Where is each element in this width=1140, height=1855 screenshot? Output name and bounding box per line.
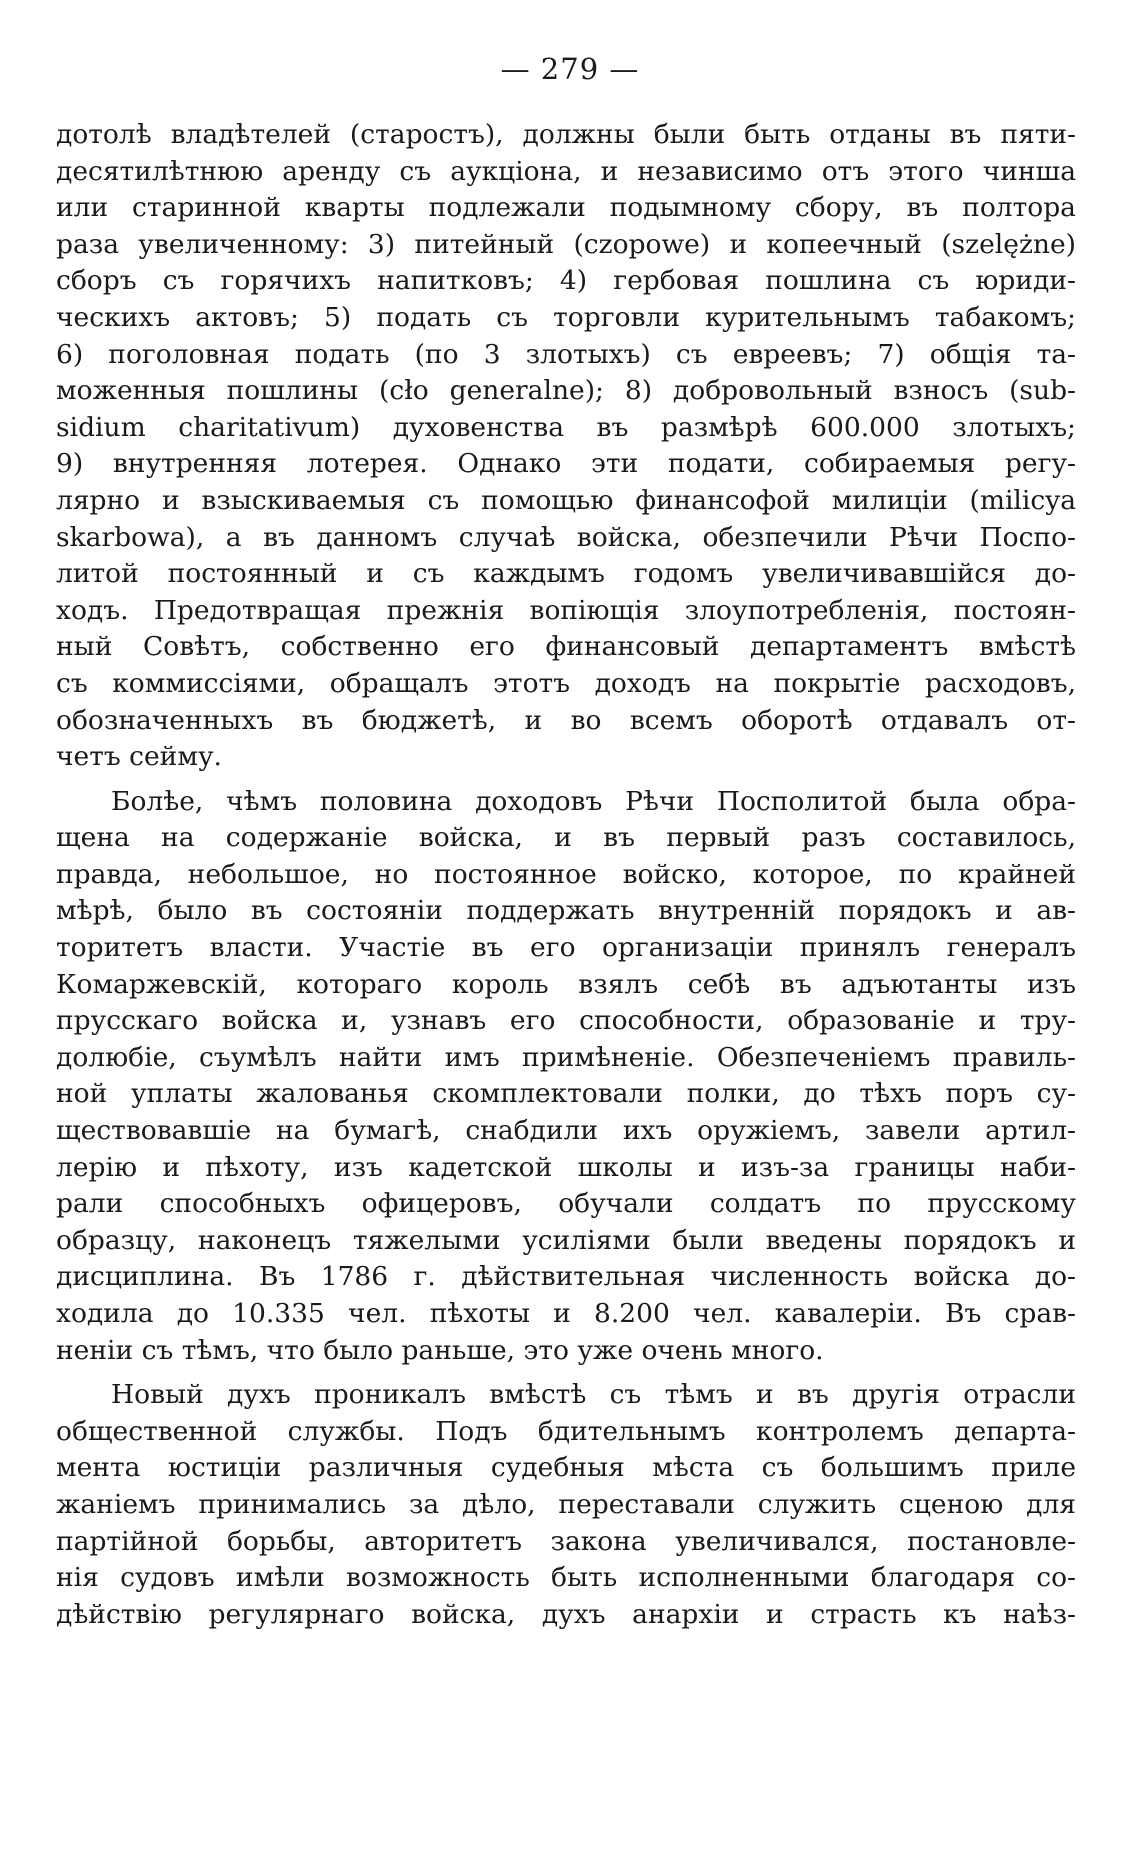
- text-line: четъ сейму.: [56, 741, 222, 773]
- text-line: дисциплина. Въ 1786 г. дѣйствительная численность войска до-: [56, 1261, 1076, 1293]
- text-line: Комаржевскій, котораго король взялъ себѣ въ адъютанты изъ: [56, 968, 1076, 1000]
- text-line: ществовавшіе на бумагѣ, снабдили ихъ оружіемъ, завели артил-: [56, 1115, 1076, 1147]
- text-line: ный Совѣтъ, собственно его финансовый департаментъ вмѣстѣ: [56, 631, 1076, 663]
- text-line: Болѣе, чѣмъ половина доходовъ Рѣчи Посполитой была обра-: [111, 785, 1076, 817]
- paragraph-gap: [56, 1369, 1076, 1377]
- text-line: дѣйствію регулярнаго войска, духъ анархіи и страсть къ наѣз-: [56, 1598, 1076, 1630]
- text-line: литой постоянный и съ каждымъ годомъ увеличивавшійся до-: [56, 558, 1076, 590]
- text-line: ходила до 10.335 чел. пѣхоты и 8.200 чел. кавалеріи. Въ срав-: [56, 1298, 1076, 1329]
- text-line: 6) поголовная подать (по 3 злотыхъ) съ евреевъ; 7) общія та-: [56, 338, 1076, 370]
- body-text: [56, 117, 1076, 1633]
- text-line: десятилѣтнюю аренду съ аукціона, и независимо отъ этого чинша: [56, 155, 1076, 187]
- text-line: общественной службы. Подъ бдительнымъ контролемъ департа-: [56, 1415, 1076, 1447]
- page-number: — 279 —: [500, 52, 640, 86]
- text-line: жаніемъ принимались за дѣло, переставали служить сценою для: [56, 1488, 1076, 1520]
- text-line: skarbowa), а въ данномъ случаѣ войска, обезпечили Рѣчи Поспо-: [56, 521, 1076, 553]
- text-line: ной уплаты жалованья скомплектовали полки, до тѣхъ поръ су-: [56, 1078, 1076, 1110]
- text-line: прусскаго войска и, узнавъ его способности, образованіе и тру-: [56, 1005, 1076, 1037]
- text-line: ходъ. Предотвращая прежнія вопіющія злоупотребленія, постоян-: [56, 594, 1076, 626]
- text-line: мента юстиціи различныя судебныя мѣста съ большимъ приле: [56, 1452, 1076, 1484]
- paragraph-2: [56, 784, 1076, 1370]
- text-line: 9) внутренняя лотерея. Однако эти подати, собираемыя регу-: [56, 448, 1076, 480]
- text-line: правда, небольшое, но постоянное войско, которое, по крайней: [56, 858, 1076, 890]
- text-line: sidium charitativum) духовенства въ размѣрѣ 600.000 злотыхъ;: [56, 411, 1076, 443]
- text-line: или старинной кварты подлежали подымному сбору, въ полтора: [56, 192, 1076, 224]
- text-line: торитетъ власти. Участіе въ его организаціи принялъ генералъ: [56, 932, 1076, 964]
- text-line: сборъ съ горячихъ напитковъ; 4) гербовая пошлина съ юриди-: [56, 265, 1076, 297]
- text-line: обозначенныхъ въ бюджетѣ, и во всемъ оборотѣ отдавалъ от-: [56, 704, 1076, 736]
- text-line: съ коммиссіями, обращалъ этотъ доходъ на покрытіе расходовъ,: [56, 667, 1076, 699]
- text-line: моженныя пошлины (cło generalne); 8) добровольный взносъ (sub-: [56, 375, 1076, 407]
- text-line: раза увеличенному: 3) питейный (czopowe) и копеечный (szelężne): [56, 228, 1076, 260]
- text-line: ческихъ актовъ; 5) подать съ торговли курительнымъ табакомъ;: [56, 301, 1076, 333]
- text-line: лярно и взыскиваемыя съ помощью финансофой милиціи (milicya: [56, 484, 1076, 516]
- text-line: неніи съ тѣмъ, что было раньше, это уже очень много.: [56, 1334, 824, 1366]
- text-line: нія судовъ имѣли возможность быть исполненными благодаря со-: [56, 1562, 1076, 1594]
- text-line: партійной борьбы, авторитетъ закона увеличивался, постановле-: [56, 1525, 1076, 1557]
- text-line: щена на содержаніе войска, и въ первый разъ составилось,: [56, 822, 1076, 854]
- text-line: дотолѣ владѣтелей (старостъ), должны были быть отданы въ пяти-: [56, 119, 1076, 150]
- text-line: образцу, наконецъ тяжелыми усиліями были введены порядокъ и: [56, 1224, 1076, 1256]
- text-line: рали способныхъ офицеровъ, обучали солдатъ по прусскому: [56, 1188, 1076, 1220]
- text-line: лерію и пѣхоту, изъ кадетской школы и изъ-за границы наби-: [56, 1151, 1076, 1183]
- paragraph-gap: [56, 776, 1076, 784]
- paragraph-3: [56, 1377, 1076, 1633]
- paragraph-1: [56, 117, 1076, 776]
- text-line: Новый духъ проникалъ вмѣстѣ съ тѣмъ и въ другія отрасли: [111, 1379, 1076, 1411]
- text-line: мѣрѣ, было въ состояніи поддержать внутренній порядокъ и ав-: [56, 895, 1076, 927]
- text-line: долюбіе, съумѣлъ найти имъ примѣненіе. Обезпеченіемъ правиль-: [56, 1041, 1076, 1073]
